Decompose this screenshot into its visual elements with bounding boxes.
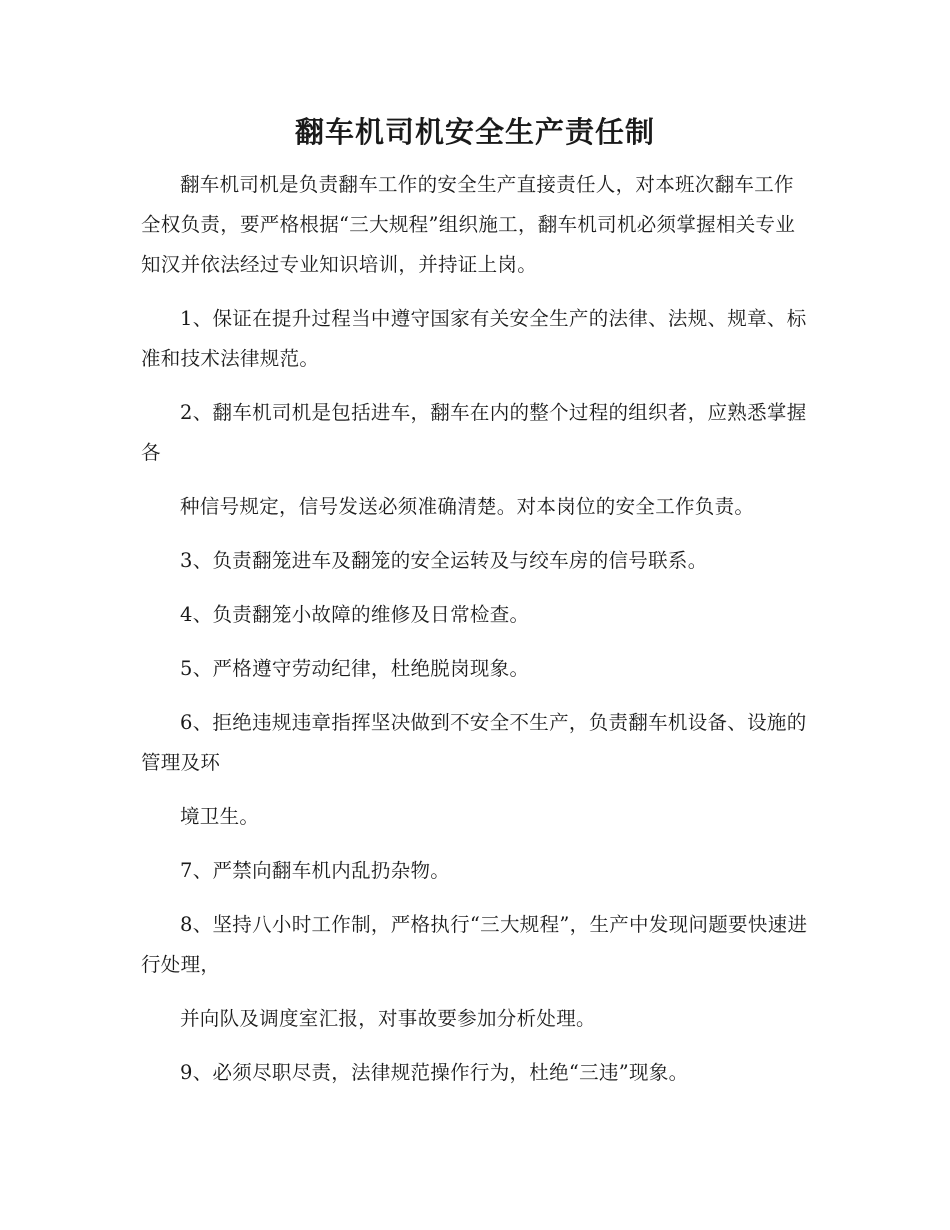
document-body — [141, 165, 811, 1093]
clause-2-continued: 种信号规定，信号发送必须准确清楚。对本岗位的安全工作负责。 — [180, 495, 755, 518]
clause-6: 6、拒绝违规违章指挥坚决做到不安全不生产，负责翻车机设备、设施的管理及环 — [141, 711, 807, 774]
clause-4: 4、负责翻笼小故障的维修及日常检查。 — [180, 603, 530, 626]
clause-7: 7、严禁向翻车机内乱扔杂物。 — [180, 859, 451, 882]
clause-1: 1、保证在提升过程当中遵守国家有关安全生产的法律、法规、规章、标准和技术法律规范。 — [141, 307, 807, 370]
clause-9: 9、必须尽职尽责，法律规范操作行为，杜绝“三违”现象。 — [180, 1061, 689, 1084]
clause-6-continued: 境卫生。 — [180, 805, 260, 828]
clause-5: 5、严格遵守劳动纪律，杜绝脱岗现象。 — [180, 657, 530, 680]
intro-paragraph: 翻车机司机是负责翻车工作的安全生产直接责任人，对本班次翻车工作全权负责，要严格根据“三大规程”组织施工，翻车机司机必须掌握相关专业知汉并依法经过专业知识培训，并持证上岗。 — [141, 173, 796, 276]
document-title: 翻车机司机安全生产责任制 — [294, 115, 655, 149]
clause-8-continued: 并向队及调度室汇报，对事故要参加分析处理。 — [180, 1007, 596, 1030]
clause-2: 2、翻车机司机是包括进车，翻车在内的整个过程的组织者，应熟悉掌握各 — [141, 401, 807, 464]
clause-3: 3、负责翻笼进车及翻笼的安全运转及与绞车房的信号联系。 — [180, 549, 708, 572]
clause-8: 8、坚持八小时工作制，严格执行“三大规程”，生产中发现问题要快速进行处理， — [141, 913, 808, 976]
